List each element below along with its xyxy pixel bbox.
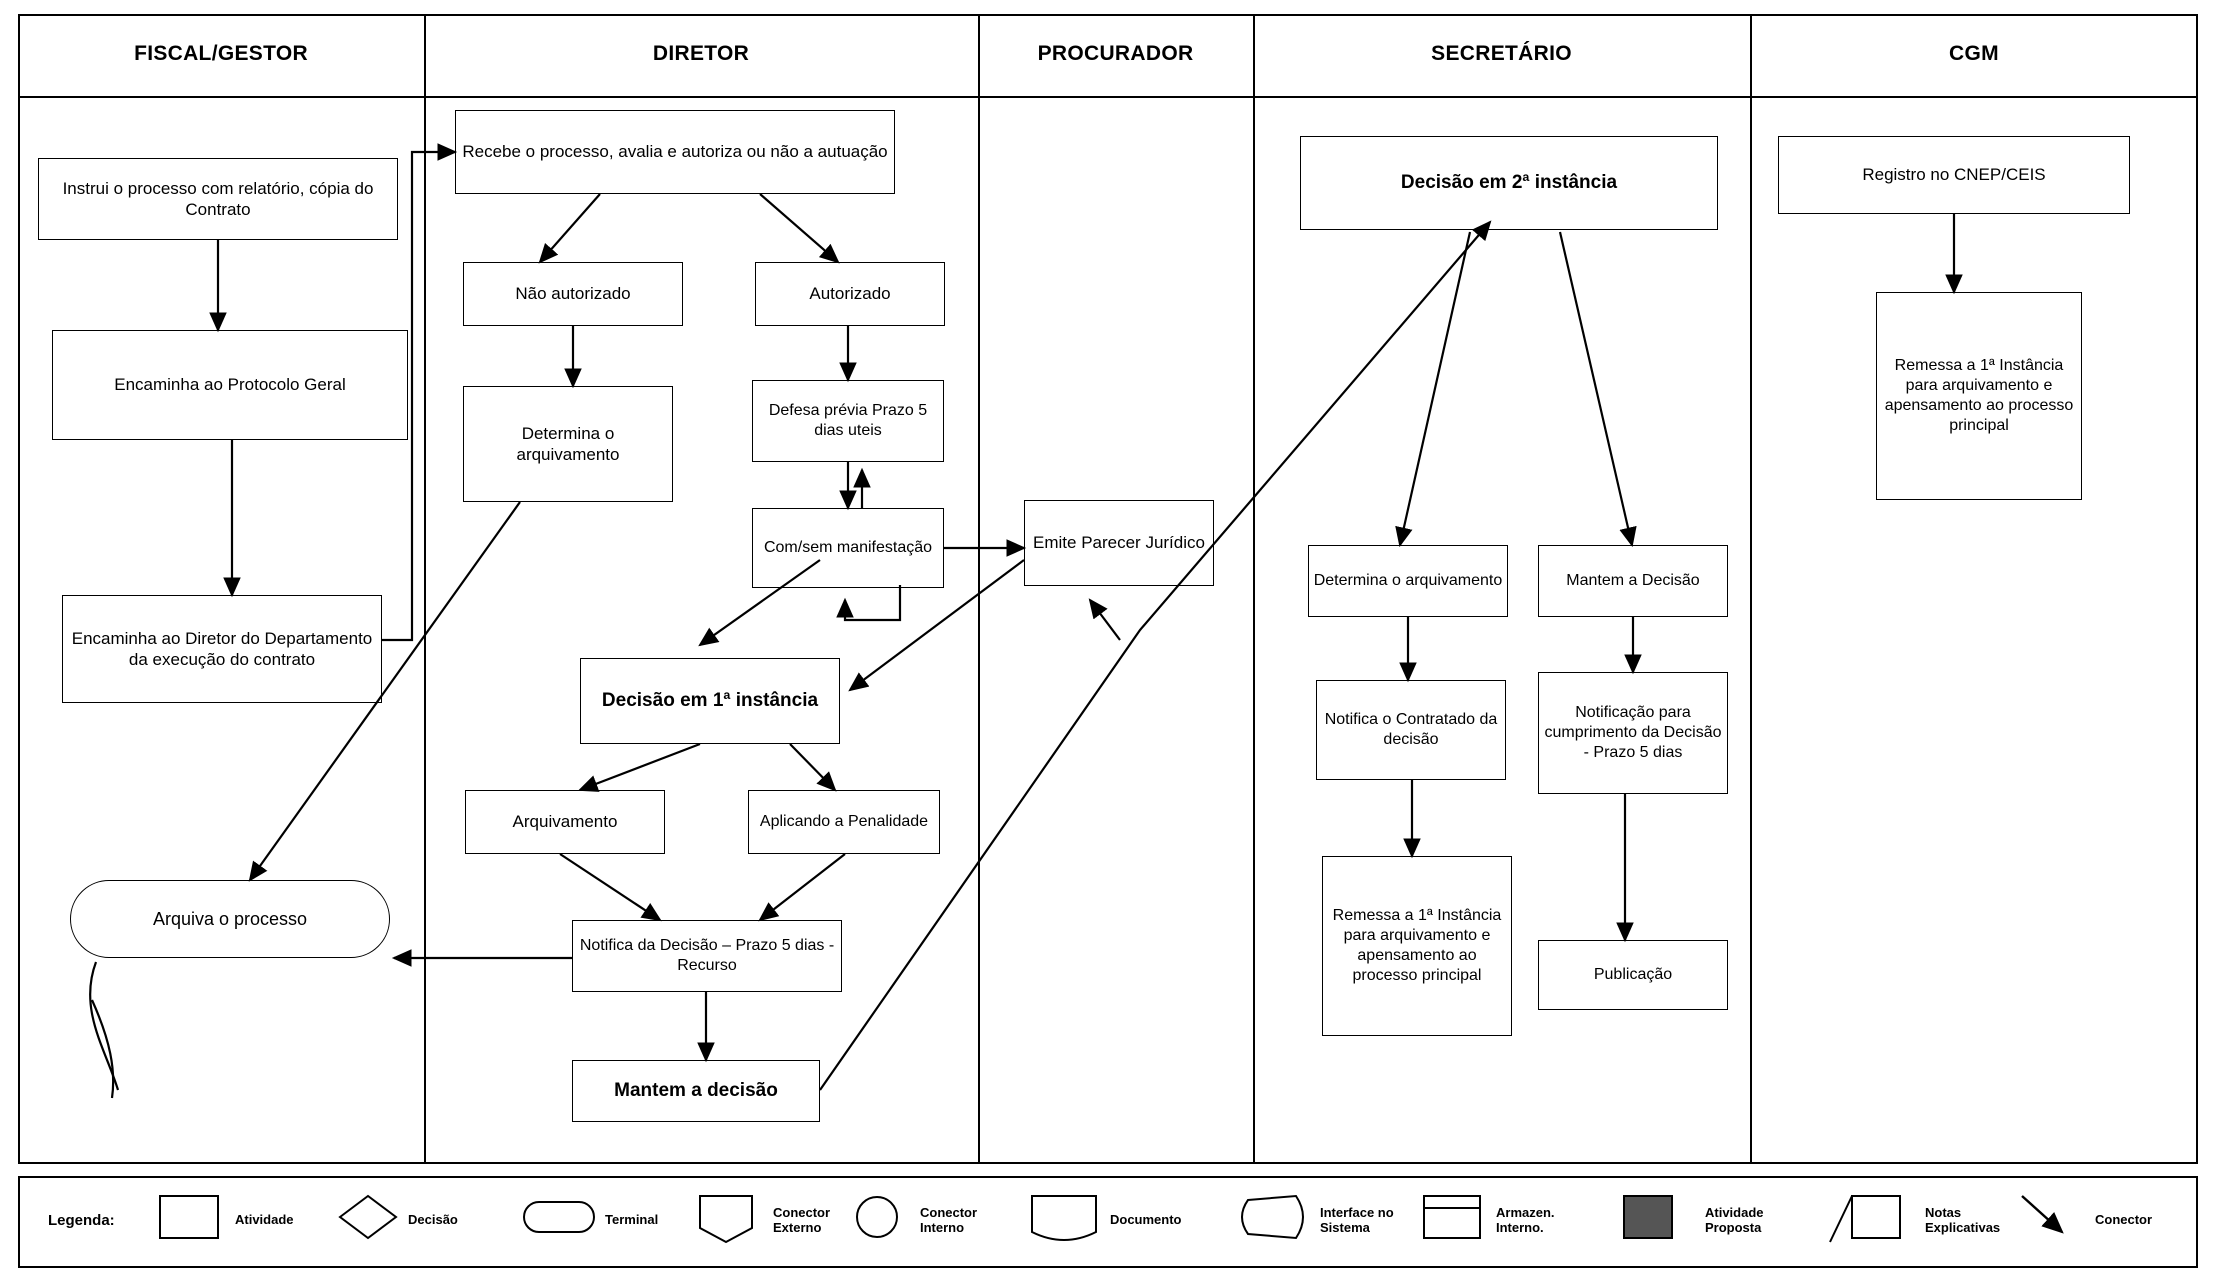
node-autorizado[interactable]: Autorizado [755,262,945,326]
lane-title-procurador: PROCURADOR [1037,42,1194,65]
legend-label-armazenamento-interno: Armazen. Interno. [1496,1205,1555,1235]
legend-label-notas-explicativas: Notas Explicativas [1925,1205,2001,1235]
node-recebe-processo[interactable]: Recebe o processo, avalia e autoriza ou não a autuação [455,110,895,194]
legend-title: Legenda: [48,1212,115,1229]
node-emite-parecer-juridico[interactable]: Emite Parecer Jurídico [1024,500,1214,586]
legend-label-terminal: Terminal [605,1212,659,1227]
legend-label-documento: Documento [1110,1212,1182,1227]
legend-label-conector-externo: Conector Externo [773,1205,831,1235]
node-decisao-primeira-instancia[interactable]: Decisão em 1ª instância [580,658,840,744]
node-aplicando-penalidade[interactable]: Aplicando a Penalidade [748,790,940,854]
legend-label-interface-sistema: Interface no Sistema [1320,1205,1394,1235]
node-notifica-contratado[interactable]: Notifica o Contratado da decisão [1316,680,1506,780]
lane-title-fiscal: FISCAL/GESTOR [134,42,308,65]
header-rule [18,96,2198,98]
node-encaminha-diretor[interactable]: Encaminha ao Diretor do Departamento da execução do contrato [62,595,382,703]
lane-title-cgm: CGM [1949,42,1999,65]
node-defesa-previa[interactable]: Defesa prévia Prazo 5 dias uteis [752,380,944,462]
legend-label-conector-interno: Conector Interno [920,1205,978,1235]
node-nao-autorizado[interactable]: Não autorizado [463,262,683,326]
legend-label-atividade-proposta: Atividade Proposta [1705,1205,1764,1235]
node-arquivamento[interactable]: Arquivamento [465,790,665,854]
node-com-sem-manifestacao[interactable]: Com/sem manifestação [752,508,944,588]
lane-divider-3 [1253,14,1255,1164]
node-publicacao[interactable]: Publicação [1538,940,1728,1010]
legend-label-atividade: Atividade [235,1212,294,1227]
lane-divider-2 [978,14,980,1164]
node-mantem-decisao-diretor[interactable]: Mantem a decisão [572,1060,820,1122]
node-remessa-primeira-instancia-cgm[interactable]: Remessa a 1ª Instância para arquivamento e apensamento ao processo principal [1876,292,2082,500]
node-encaminha-protocolo[interactable]: Encaminha ao Protocolo Geral [52,330,408,440]
lane-divider-4 [1750,14,1752,1164]
node-registro-cnep-ceis[interactable]: Registro no CNEP/CEIS [1778,136,2130,214]
node-arquiva-processo[interactable]: Arquiva o processo [70,880,390,958]
node-mantem-decisao-secretario[interactable]: Mantem a Decisão [1538,545,1728,617]
legend-label-decisao: Decisão [408,1212,458,1227]
node-decisao-segunda-instancia[interactable]: Decisão em 2ª instância [1300,136,1718,230]
node-notifica-decisao-recurso[interactable]: Notifica da Decisão – Prazo 5 dias - Recurso [572,920,842,992]
lane-title-diretor: DIRETOR [652,42,750,65]
legend-frame [18,1176,2198,1268]
node-determina-arquivamento-diretor[interactable]: Determina o arquivamento [463,386,673,502]
lane-divider-1 [424,14,426,1164]
node-determina-arquivamento-secretario[interactable]: Determina o arquivamento [1308,545,1508,617]
lane-title-secretario: SECRETÁRIO [1431,42,1572,65]
node-remessa-primeira-instancia-secretario[interactable]: Remessa a 1ª Instância para arquivamento e apensamento ao processo principal [1322,856,1512,1036]
legend-label-conector: Conector [2095,1212,2153,1227]
node-notificacao-cumprimento[interactable]: Notificação para cumprimento da Decisão - Prazo 5 dias [1538,672,1728,794]
node-instrui-processo[interactable]: Instrui o processo com relatório, cópia do Contrato [38,158,398,240]
